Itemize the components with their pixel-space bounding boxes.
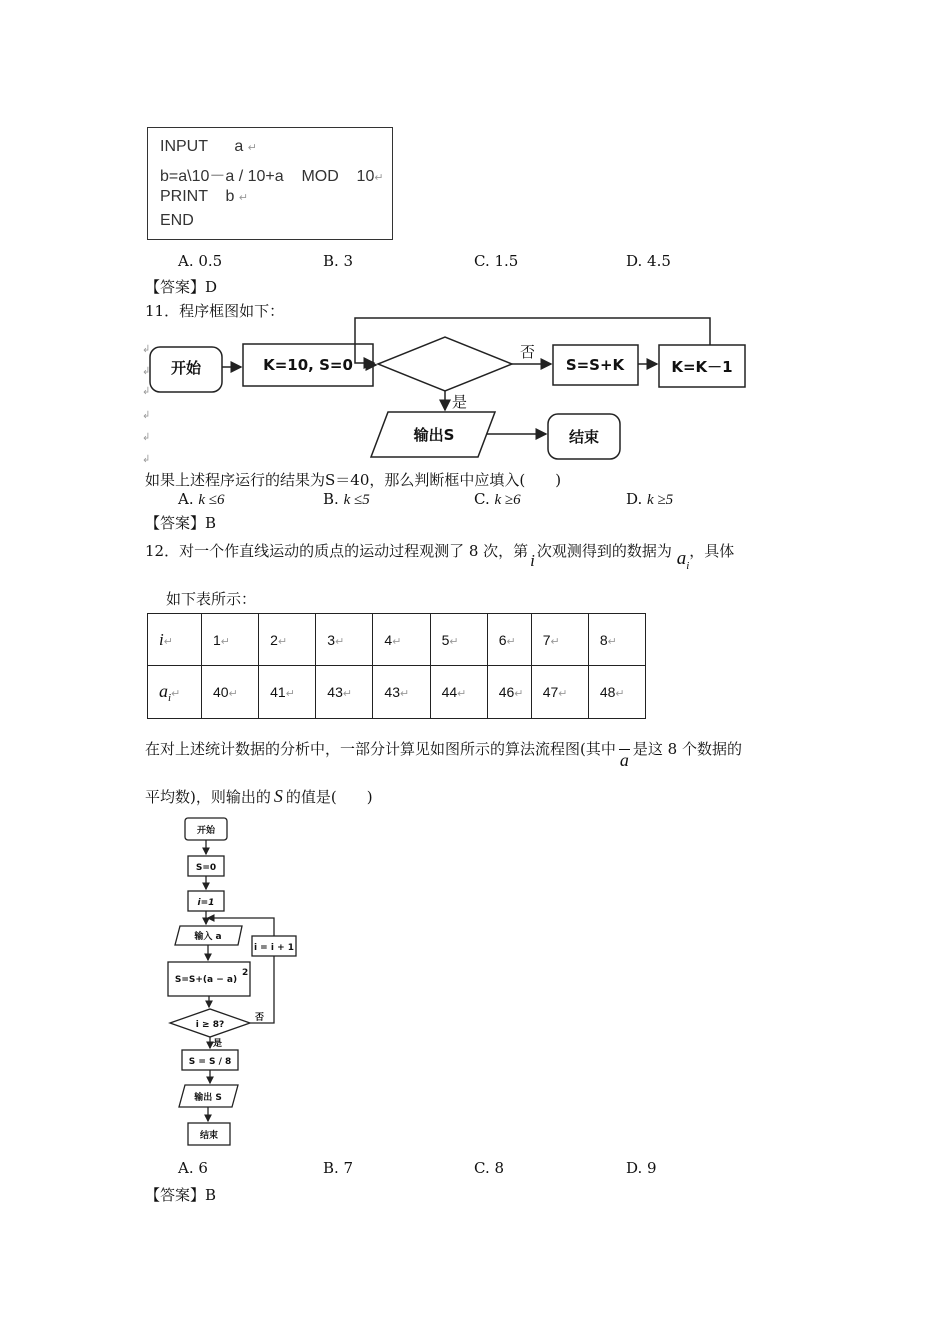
code-line: END (160, 212, 194, 229)
option-a: A. 0.5 (178, 252, 223, 270)
decision-node (378, 337, 512, 391)
option-b: B. 3 (323, 252, 354, 270)
cond-label: i ≥ 8? (195, 1020, 225, 1030)
table-row (148, 614, 646, 666)
table-cell: 43↵ (316, 666, 373, 719)
no-label: 否 (520, 343, 536, 361)
output-label: 输出 S (194, 1093, 222, 1103)
svg-text:↲: ↲ (142, 432, 151, 443)
code-box (147, 127, 393, 240)
svg-text:↲: ↲ (142, 386, 151, 397)
table-cell: 48↵ (588, 666, 645, 719)
flowchart-q12 (160, 812, 310, 1152)
table-cell: 7↵ (531, 614, 588, 666)
answer: 【答案】B (145, 514, 217, 532)
table-caption: 如下表所示： (166, 590, 257, 608)
question-prompt: 11．程序框图如下： (145, 302, 285, 320)
option-a: A. k ≤6 (178, 490, 225, 508)
option-c: C. 1.5 (474, 252, 519, 270)
table-cell: 5↵ (430, 614, 487, 666)
table-cell: 41↵ (259, 666, 316, 719)
table-row (148, 666, 646, 719)
yes-label: 是 (213, 1039, 223, 1049)
code-line: b=a\10－a / 10+a MOD 10↵ (160, 168, 384, 185)
update-s-label: S=S+K (565, 356, 625, 374)
table-cell: 4↵ (373, 614, 430, 666)
svg-text:↲: ↲ (142, 366, 151, 377)
table-cell: 6↵ (487, 614, 531, 666)
table-cell: 46↵ (487, 666, 531, 719)
update-k-label: K=K－1 (671, 358, 733, 376)
analysis-text: 在对上述统计数据的分析中，一部分计算见如图所示的算法流程图(其中a是这 8 个数据的 (145, 740, 742, 770)
table-cell: 43↵ (373, 666, 430, 719)
svg-text:↲: ↲ (142, 344, 151, 355)
question-text: 如果上述程序运行的结果为S＝40，那么判断框中应填入( ) (145, 471, 562, 489)
init-label: K=10, S=0 (263, 356, 353, 374)
flowchart-q11 (140, 312, 760, 472)
option-a: A. 6 (178, 1159, 208, 1177)
yes-label: 是 (452, 393, 468, 411)
svg-text:↲: ↲ (142, 454, 151, 465)
analysis-text-2: 平均数)，则输出的 S 的值是( ) (145, 786, 373, 806)
table-cell: 40↵ (202, 666, 259, 719)
code-line: PRINT b ↵ (160, 188, 249, 205)
option-c: C. k ≥6 (474, 490, 521, 508)
table-cell: 2↵ (259, 614, 316, 666)
square-exp: 2 (242, 968, 249, 978)
i1-label: i=1 (197, 898, 215, 908)
svg-text:↲: ↲ (142, 410, 151, 421)
update-label: S=S+(a − a) (174, 975, 238, 985)
start-label: 开始 (170, 359, 202, 377)
option-b: B. 7 (323, 1159, 354, 1177)
question-prompt: 12．对一个作直线运动的质点的运动过程观测了 8 次，第 i 次观测得到的数据为 $a_i$，具体 (145, 542, 735, 572)
option-b: B. k ≤5 (323, 490, 370, 508)
option-d: D. 9 (626, 1159, 657, 1177)
table-cell: 8↵ (588, 614, 645, 666)
s0-label: S=0 (195, 863, 217, 873)
end-label: 结束 (568, 428, 600, 446)
no-label: 否 (255, 1013, 265, 1023)
output-label: 输出S (413, 426, 455, 444)
table-cell: 3↵ (316, 614, 373, 666)
answer: 【答案】B (145, 1186, 217, 1204)
option-c: C. 8 (474, 1159, 505, 1177)
option-d: D. k ≥5 (626, 490, 674, 508)
table-head: i↵ (148, 614, 202, 666)
table-cell: 47↵ (531, 666, 588, 719)
table-head: $a_i↵$ (148, 666, 202, 719)
start-label: 开始 (196, 826, 216, 836)
answer: 【答案】D (145, 278, 218, 296)
option-d: D. 4.5 (626, 252, 671, 270)
code-line: INPUT a ↵ (160, 138, 257, 155)
inc-label: i = i + 1 (253, 943, 295, 953)
div-label: S = S / 8 (188, 1057, 232, 1067)
end-label: 结束 (199, 1131, 219, 1141)
table-cell: 1↵ (202, 614, 259, 666)
input-label: 输入 a (194, 932, 222, 942)
data-table (147, 613, 646, 719)
table-cell: 44↵ (430, 666, 487, 719)
